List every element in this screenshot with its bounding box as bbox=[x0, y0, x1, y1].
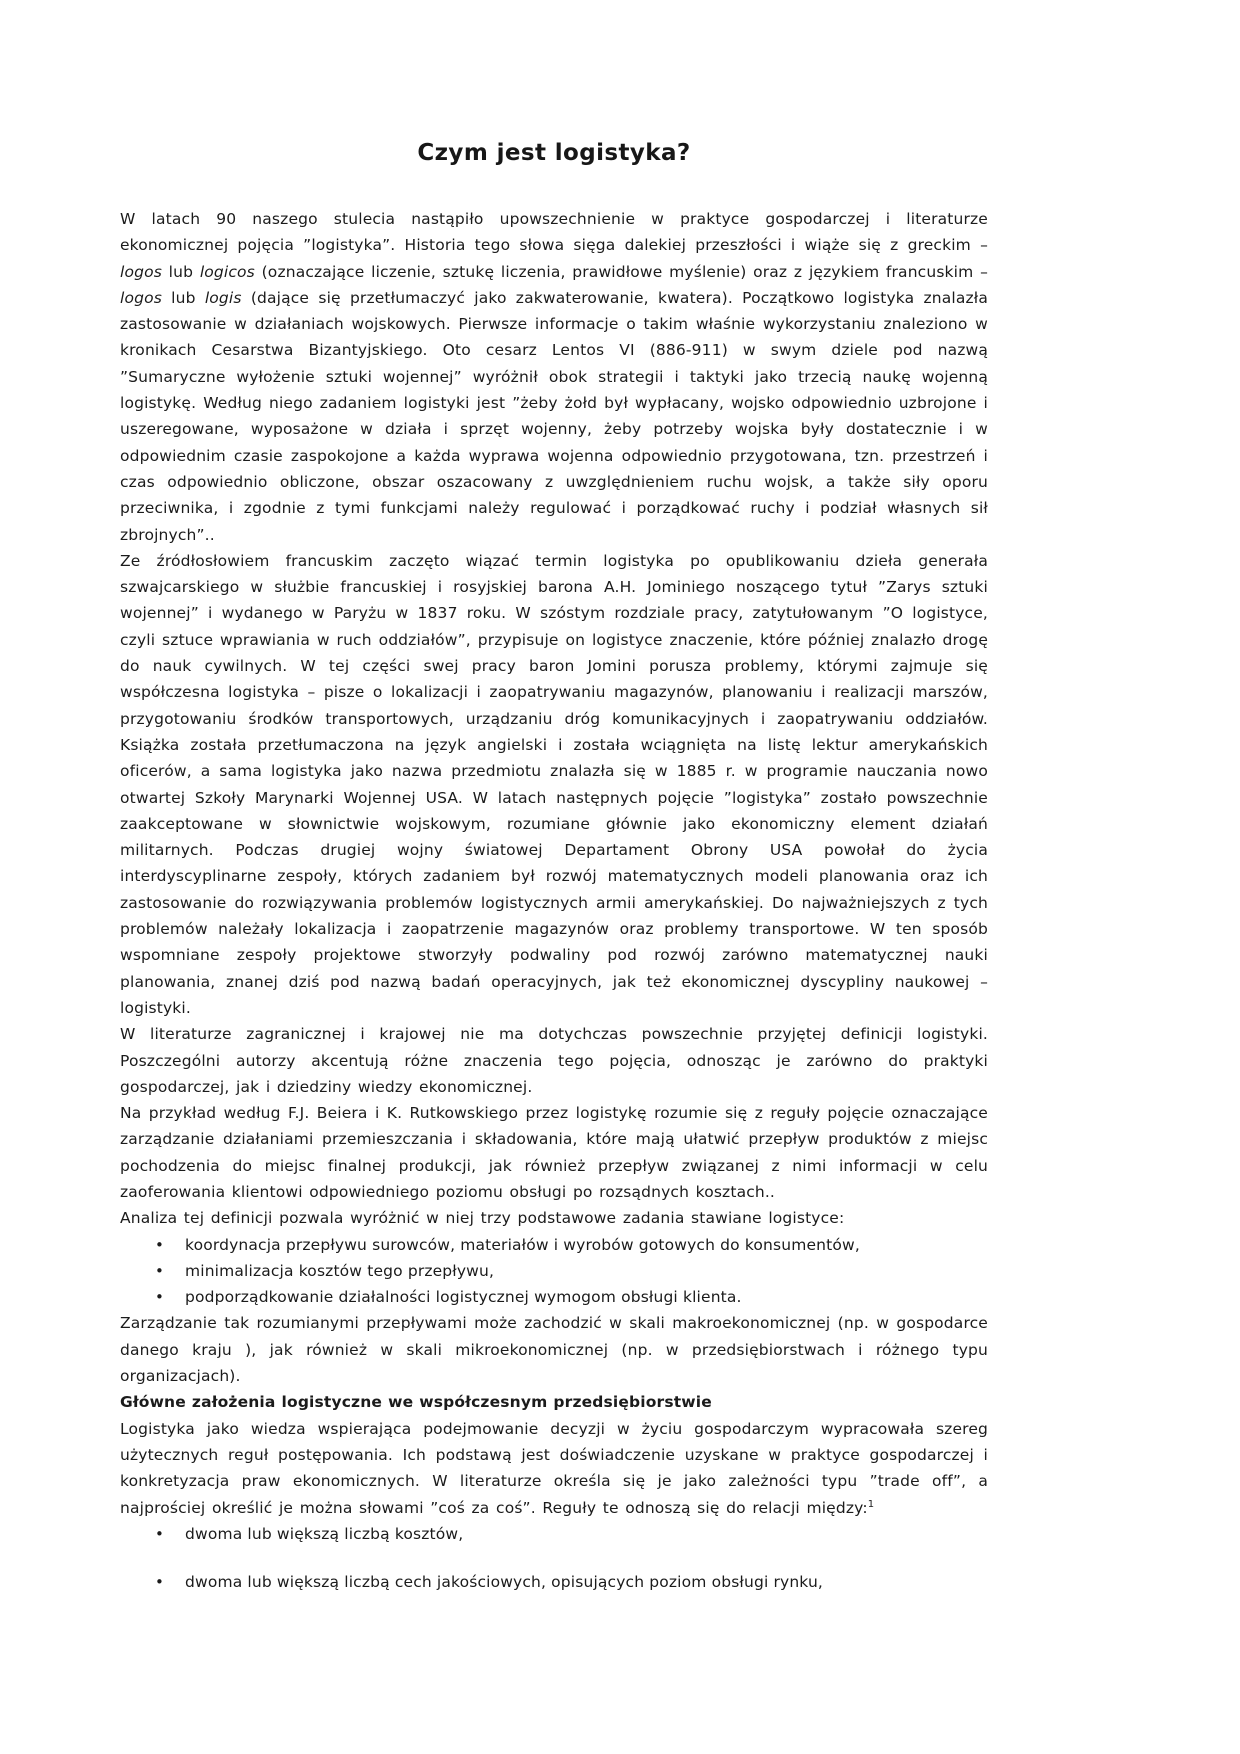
list-item-text: dwoma lub większą liczbą cech jakościowych, opisujących poziom obsługi rynku, bbox=[185, 1573, 824, 1592]
bullet-icon: • bbox=[155, 1524, 164, 1543]
paragraph-macro-micro-scale: Zarządzanie tak rozumianymi przepływami może zachodzić w skali makroekonomicznej (np. w gospodarce danego kraju ), jak również w skali mikroekonomicznej (np. w przedsiębiorstwach i różnego typu organizacjach). bbox=[120, 1314, 988, 1386]
bullet-icon: • bbox=[155, 1288, 164, 1307]
trade-off-relations-list bbox=[120, 1521, 988, 1596]
bullet-icon: • bbox=[155, 1235, 164, 1254]
list-item-text: minimalizacja kosztów tego przepływu, bbox=[185, 1261, 495, 1280]
page-title: Czym jest logistyka? bbox=[417, 140, 691, 166]
paragraph-trade-off-rules: Logistyka jako wiedza wspierająca podejmowanie decyzji w życiu gospodarczym wypracowała szereg użytecznych reguł postępowania. Ich podstawą jest doświadczenie uzyskane w praktyce gospodarczej i konkretyzacja praw ekonomicznych. W literaturze określa się je jako zależności typu ”trade off”, a najprościej określić je można słowami ”coś za coś”. Reguły te odnoszą się do relacji między:$^1$ bbox=[120, 1419, 988, 1517]
section-heading-main-assumptions: Główne założenia logistyczne we współczesnym przedsiębiorstwie bbox=[120, 1393, 712, 1412]
paragraph-beier-rutkowski-definition: Na przykład według F.J. Beiera i K. Rutkowskiego przez logistykę rozumie się z reguły pojęcie oznaczające zarządzanie działaniami przemieszczania i składowania, które mają ułatwić przepływ produktów z miejsc pochodzenia do miejsc finalnej produkcji, jak również przepływ związanej z nimi informacji w celu zaoferowania klientowi odpowiedniego poziomu obsługi po rozsądnych kosztach.. bbox=[120, 1104, 988, 1201]
list-item-text: koordynacja przepływu surowców, materiałów i wyrobów gotowych do konsumentów, bbox=[185, 1235, 860, 1254]
list-item bbox=[120, 1521, 988, 1547]
bullet-icon: • bbox=[155, 1573, 164, 1592]
paragraph-etymology-history: W latach 90 naszego stulecia nastąpiło upowszechnienie w praktyce gospodarczej i literaturze ekonomicznej pojęcia ”logistyka”. Historia tego słowa sięga dalekiej przeszłości i wiąże się z greckim – logos lub logicos (oznaczające liczenie, sztukę liczenia, prawidłowe myślenie) oraz z językiem francuskim – logos lub logis (dające się przetłumaczyć jako zakwaterowanie, kwatera). Początkowo logistyka znalazła zastosowanie w działaniach wojskowych. Pierwsze informacje o takim właśnie wykorzystaniu znaleziono w kronikach Cesarstwa Bizantyjskiego. Oto cesarz Lentos VI (886-911) w swym dziele pod nazwą ”Sumaryczne wyłożenie sztuki wojennej” wyróżnił obok strategii i taktyki jako trzecią naukę wojenną logistykę. Według niego zadaniem logistyki jest ”żeby żołd był wypłacany, wojsko odpowiednio uzbrojone i uszeregowane, wyposażone w działa i sprzęt wojenny, żeby potrzeby wojska były dostatecznie i w odpowiednim czasie zaspokojone a każda wyprawa wojenna odpowiednio przygotowana, tzn. przestrzeń i czas odpowiednio obliczone, obszar oszacowany z uwzględnieniem ruchu wojsk, a także siły oporu przeciwnika, i zgodnie z tymi funkcjami należy regulować i porządkować ruchy i podział własnych sił zbrojnych”.. bbox=[120, 210, 989, 544]
bullet-icon: • bbox=[155, 1261, 164, 1280]
list-item bbox=[120, 1569, 988, 1595]
list-item bbox=[120, 1284, 988, 1310]
list-item bbox=[120, 1232, 988, 1258]
paragraph-no-common-definition: W literaturze zagranicznej i krajowej nie ma dotychczas powszechnie przyjętej definicji logistyki. Poszczególni autorzy akcentują różne znaczenia tego pojęcia, odnosząc je zarówno do praktyki gospodarczej, jak i dziedziny wiedzy ekonomicznej. bbox=[120, 1025, 988, 1096]
text-column bbox=[120, 140, 988, 1595]
logistics-tasks-list bbox=[120, 1232, 988, 1311]
paragraph-jomini-usa-history: Ze źródłosłowiem francuskim zaczęto wiązać termin logistyka po opublikowaniu dzieła generała szwajcarskiego w służbie francuskiej i rosyjskiej barona A.H. Jominiego noszącego tytuł ”Zarys sztuki wojennej” i wydanego w Paryżu w 1837 roku. W szóstym rozdziale pracy, zatytułowanym ”O logistyce, czyli sztuce wprawiania w ruch oddziałów”, przypisuje on logistyce znaczenie, które później znalazło drogę do nauk cywilnych. W tej części swej pracy baron Jomini porusza problemy, którymi zajmuje się współczesna logistyka – pisze o lokalizacji i zaopatrywaniu magazynów, planowaniu i realizacji marszów, przygotowaniu środków transportowych, urządzaniu dróg komunikacyjnych i zaopatrywaniu oddziałów. Książka została przetłumaczona na język angielski i została wciągnięta na listę lektur amerykańskich oficerów, a sama logistyka jako nazwa przedmiotu znalazła się w 1885 r. w programie nauczania nowo otwartej Szkoły Marynarki Wojennej USA. W latach następnych pojęcie ”logistyka” zostało powszechnie zaakceptowane w słownictwie wojskowym, rozumiane głównie jako ekonomiczny element działań militarnych. Podczas drugiej wojny światowej Departament Obrony USA powołał do życia interdyscyplinarne zespoły, których zadaniem był rozwój matematycznych modeli planowania oraz ich zastosowanie do rozwiązywania problemów logistycznych armii amerykańskiej. Do najważniejszych z tych problemów należały lokalizacja i zaopatrzenie magazynów oraz problemy transportowe. W ten sposób wspomniane zespoły projektowe stworzyły podwaliny pod rozwój zarówno matematycznej nauki planowania, znanej dziś pod nazwą badań operacyjnych, jak też ekonomicznej dyscypliny naukowej – logistyki. bbox=[120, 551, 988, 1017]
paragraph-analysis-intro: Analiza tej definicji pozwala wyróżnić w niej trzy podstawowe zadania stawiane logistyce: bbox=[120, 1209, 845, 1228]
list-item-text: podporządkowanie działalności logistycznej wymogom obsługi klienta. bbox=[185, 1288, 742, 1307]
list-item-text: dwoma lub większą liczbą kosztów, bbox=[185, 1524, 464, 1543]
list-item bbox=[120, 1258, 988, 1284]
